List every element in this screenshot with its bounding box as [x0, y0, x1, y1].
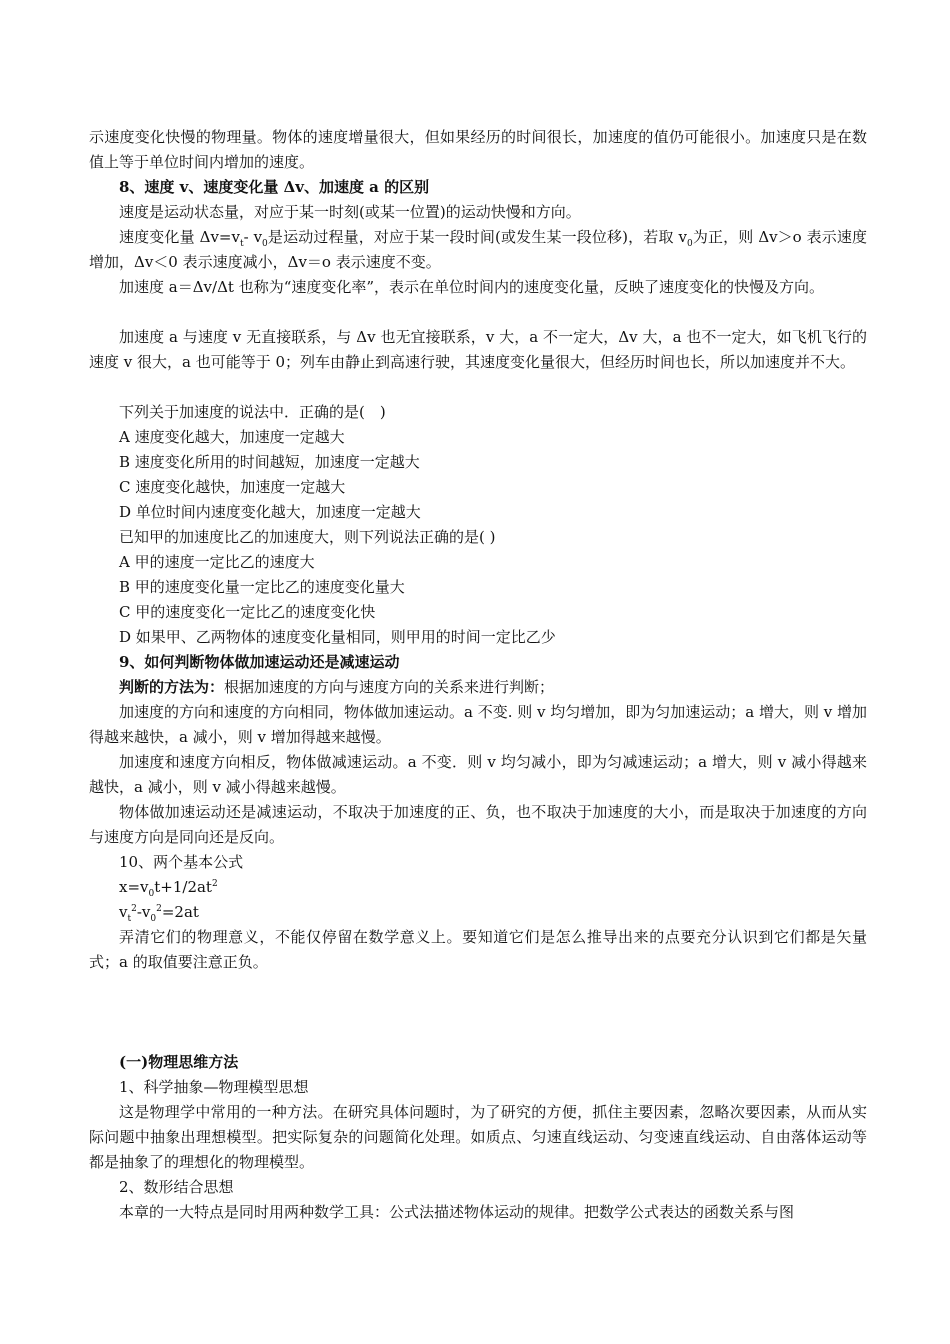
question-1-option: A 速度变化越大，加速度一定越大: [119, 428, 345, 446]
paragraph-velocity: 速度是运动状态量，对应于某一时刻(或某一位置)的运动快慢和方向。: [119, 203, 581, 221]
question-2-option: B 甲的速度变化量一定比乙的速度变化量大: [119, 578, 405, 596]
formula-displacement: $x=v_0t+1/2at^2$: [119, 878, 218, 899]
question-2: 已知甲的加速度比乙的加速度大，则下列说法正确的是( ): [119, 528, 496, 546]
heading-section-9: 9、如何判断物体做加速运动还是减速运动: [119, 653, 400, 671]
method-1-title: 1、科学抽象—物理模型思想: [119, 1078, 309, 1096]
method-1-text: 这是物理学中常用的一种方法。在研究具体问题时，为了研究的方便，抓住主要因素，忽略次要因素，从而从实际问题中抽象出理想模型。把实际复杂的问题简化处理。如质点、匀速直线运动、匀变速直线运动、自由落体运动等都是抽象了的理想化的物理模型。: [89, 1103, 867, 1171]
question-1-option: B 速度变化所用的时间越短，加速度一定越大: [119, 453, 420, 471]
method-2-title: 2、数形结合思想: [119, 1178, 234, 1196]
heading-section-10: 10、两个基本公式: [119, 853, 244, 871]
question-2-option: A 甲的速度一定比乙的速度大: [119, 553, 315, 571]
paragraph-same-direction: 加速度的方向和速度的方向相同，物体做加速运动。a 不变. 则 v 均匀增加，即为匀加速运动；a 增大，则 v 增加得越来越快，a 减小，则 v 增加得越来越慢。: [89, 703, 867, 746]
question-1: 下列关于加速度的说法中．正确的是( ): [119, 403, 386, 421]
paragraph-opposite-direction: 加速度和速度方向相反，物体做减速运动。a 不变．则 v 均匀减小，即为匀减速运动；a 增大，则 v 减小得越来越快，a 减小，则 v 减小得越来越慢。: [89, 753, 867, 796]
paragraph-acceleration-rate: 加速度 a＝Δv/Δt 也称为“速度变化率”，表示在单位时间内的速度变化量，反映了速度变化的快慢及方向。: [119, 278, 825, 296]
paragraph-decide: 物体做加速运动还是减速运动，不取决于加速度的正、负，也不取决于加速度的大小，而是取决于加速度的方向与速度方向是同向还是反向。: [89, 803, 867, 846]
question-1-option: C 速度变化越快，加速度一定越大: [119, 478, 346, 496]
question-2-option: C 甲的速度变化一定比乙的速度变化快: [119, 603, 376, 621]
heading-section-8: 8、速度 v、速度变化量 Δv、加速度 a 的区别: [119, 178, 430, 196]
heading-thinking-methods: (一)物理思维方法: [119, 1053, 239, 1071]
paragraph-accel-velocity-relation: 加速度 a 与速度 v 无直接联系，与 Δv 也无宜接联系，v 大，a 不一定大，Δv 大，a 也不一定大，如飞机飞行的速度 v 很大，a 也可能等于 0；列车由静止到高速行驶，其速度变化量很大，但经历时间也长，所以加速度并不大。: [89, 328, 867, 371]
paragraph-formula-meaning: 弄清它们的物理意义，不能仅停留在数学意义上。要知道它们是怎么推导出来的点要充分认识到它们都是矢量式；a 的取值要注意正负。: [89, 928, 867, 971]
question-2-option: D 如果甲、乙两物体的速度变化量相同，则甲用的时间一定比乙少: [119, 628, 556, 646]
paragraph-accel-definition: 示速度变化快慢的物理量。物体的速度增量很大，但如果经历的时间很长，加速度的值仍可能很小。加速度只是在数值上等于单位时间内增加的速度。: [89, 128, 867, 171]
formula-velocity-squared: $v_t^2-v_0^2=2at$: [119, 903, 199, 924]
paragraph-velocity-change: 速度变化量 $\Delta v=v_t-$ $v_0$是运动过程量，对应于某一段时间(或发生某一段位移)，若取 $v_0$为正，则 Δv＞o 表示速度增加，Δv＜0 表示速度减小，Δv＝o 表示速度不变。: [89, 228, 867, 271]
method-2-text: 本章的一大特点是同时用两种数学工具：公式法描述物体运动的规律。把数学公式表达的函数关系与图: [119, 1203, 795, 1221]
paragraph-judge-method: 判断的方法为：根据加速度的方向与速度方向的关系来进行判断；: [119, 678, 555, 696]
question-1-option: D 单位时间内速度变化越大，加速度一定越大: [119, 503, 421, 521]
